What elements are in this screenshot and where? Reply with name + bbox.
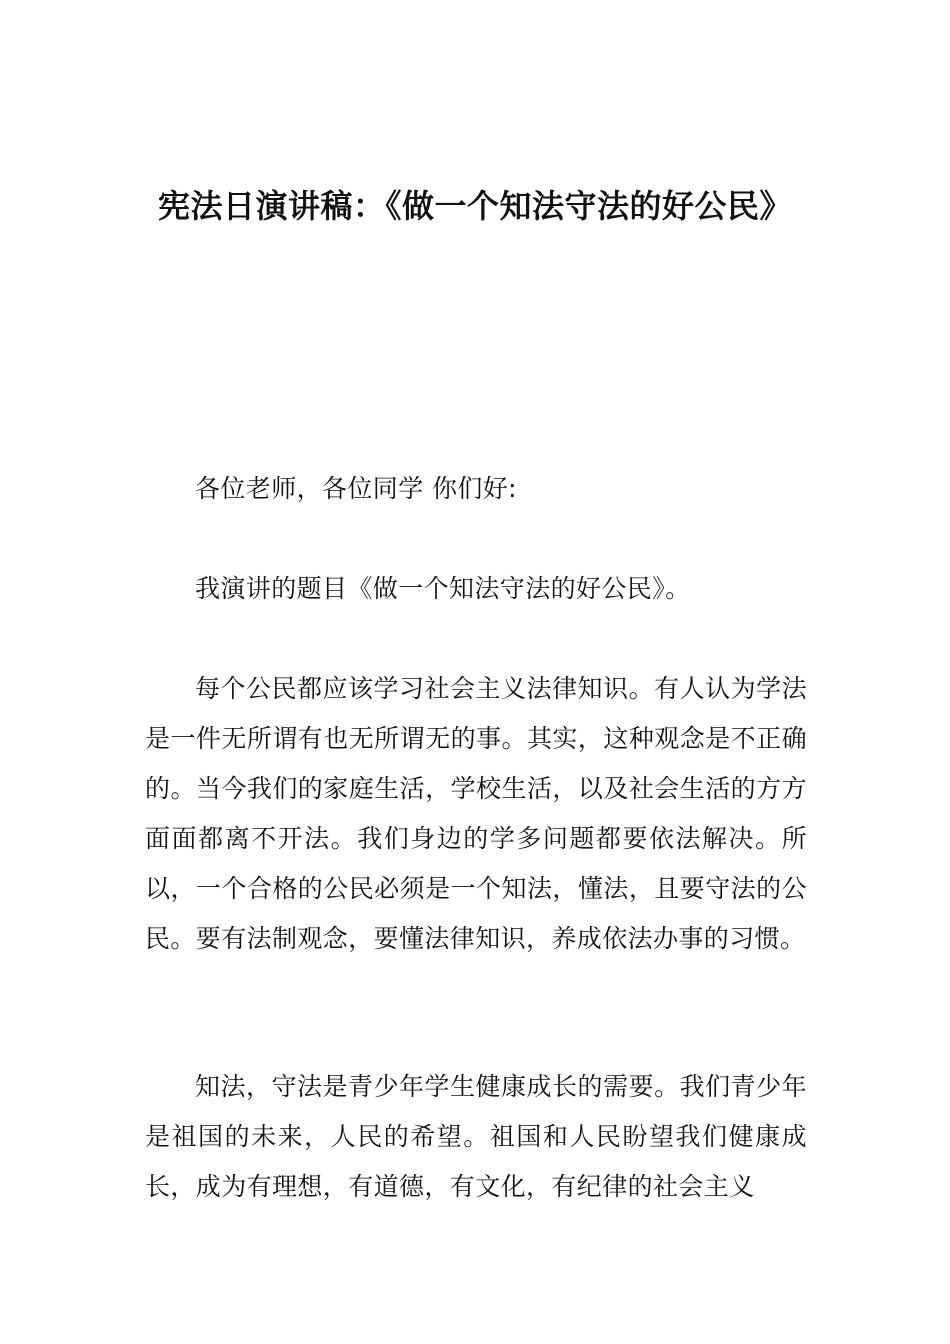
document-title: 宪法日演讲稿：《做一个知法守法的好公民》 [157, 187, 792, 225]
topic-paragraph: 我演讲的题目《做一个知法守法的好公民》。 [195, 574, 691, 603]
body-paragraph-1: 每个公民都应该学习社会主义法律知识。有人认为学法是一件无所谓有也无所谓无的事。其实，这种观念是不正确的。当今我们的家庭生活，学校生活，以及社会生活的方方面面都离不开法。我们身边的学多问题都要依法解决。所以，一个合格的公民必须是一个知法，懂法，且要守法的公民。要有法制观念，要懂法律知识，养成依法办事的习惯。 [145, 674, 807, 953]
greeting-paragraph: 各位老师，各位同学 你们好: [195, 474, 517, 503]
body-paragraph-2: 知法，守法是青少年学生健康成长的需要。我们青少年是祖国的未来，人民的希望。祖国和人民盼望我们健康成长，成为有理想，有道德，有文化，有纪律的社会主义 [145, 1072, 807, 1201]
